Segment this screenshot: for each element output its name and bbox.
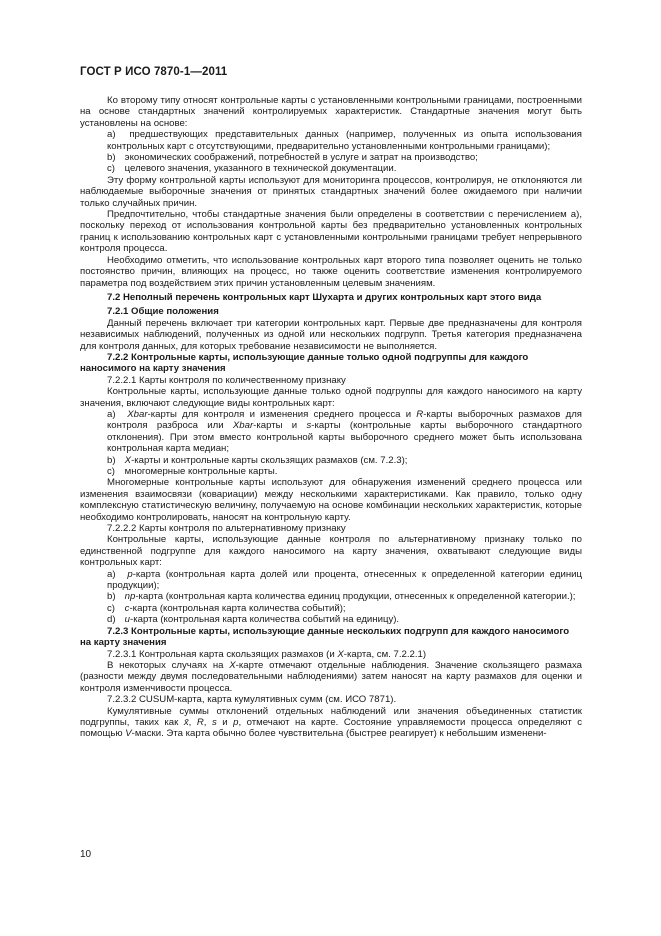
section-heading-7-2-3: 7.2.3 Контрольные карты, использующие данные нескольких подгрупп для каждого наносимого на карту значения <box>80 625 570 649</box>
symbol-r: R <box>416 408 424 420</box>
paragraph-moving-range: В некоторых случаях на X-карте отмечают отдельные наблюдения. Значение скользящего размаха (разности между двумя последовательными наблюдениями) затем наносят на карту размахов для оценки и контроля изменчивости процесса. <box>80 659 582 694</box>
list-text: предшествующих представительных данных (например, полученных из опыта использования контрольных карт с отсутствующими, предварительно установленными контрольными границами); <box>107 129 582 152</box>
list-label: а) <box>107 568 116 580</box>
symbol-x: X <box>124 454 132 466</box>
symbol-u: u <box>124 614 131 626</box>
symbol-r: R <box>196 716 204 728</box>
symbol-xbar: Xbar <box>127 408 148 420</box>
list-label: c) <box>107 466 115 477</box>
list-label: c) <box>107 602 115 614</box>
list-text: -карта (контрольная карта количества событий на единицу). <box>130 614 400 626</box>
list-item-xbar <box>80 409 582 455</box>
paragraph-second-type-intro: Ко второму типу относят контрольные карты с установленными контрольными границами, построенными на основе стандартных значений контролируемых характеристик. Стандартные значения могут быть установлены на основе: <box>80 95 582 129</box>
symbol-v: V <box>125 728 132 740</box>
list-label: b) <box>107 454 116 466</box>
section-heading-7-2-2: 7.2.2 Контрольные карты, использующие данные только одной подгруппы для каждого наносимого на карту значения <box>80 351 529 375</box>
list-text: -карты для контроля и изменения среднего процесса и <box>147 408 417 420</box>
list-text: экономических соображений, потребностей в услуге и затрат на производство; <box>124 152 478 164</box>
list-label: b) <box>107 152 116 164</box>
list-label: b) <box>107 591 116 603</box>
list-item-a <box>80 129 582 152</box>
paragraph-multivariate: Многомерные контрольные карты используют для обнаружения изменений среднего процесса или изменения взаимосвязи (ковариации) между несколькими характеристиками. Как правило, только одну комплексную статистическую величину, получаемую на основе комбинации нескольких характеристик, которые необходимо контролировать, наносят на контрольную карту. <box>80 477 582 523</box>
list-item-b <box>80 152 582 163</box>
symbol-c: c <box>124 602 130 614</box>
symbol-xbar: x̄ <box>183 716 189 728</box>
section-heading-7-2-3-2: 7.2.3.2 CUSUM-карта, карта кумулятивных сумм (см. ИСО 7871). <box>107 694 397 706</box>
section-heading-7-2: 7.2 Неполный перечень контрольных карт Шухарта и других контрольных карт этого вида <box>107 291 542 303</box>
list-text: -карта (контрольная карта количества событий); <box>129 602 346 614</box>
paragraph-single-subgroup: Контрольные карты, использующие данные только одной подгруппы для каждого наносимого на карту значения, включают следующие виды контрольных карт: <box>80 386 582 409</box>
list-text: -карты и <box>253 420 307 432</box>
list-item-p-chart <box>80 569 582 592</box>
paragraph-attribute: Контрольные карты, использующие данные контроля по альтернативному признаку только по единственной подгруппе для каждого наносимого на карту значения, охватывают следующие виды контрольных карт: <box>80 534 582 569</box>
list-text: целевого значения, указанного в технической документации. <box>124 163 397 175</box>
list-text: -карты (контрольные карты выборочного стандартного отклонения). При этом вместо контрольной карты выборочного среднего может быть использована контрольная карта медиан; <box>107 420 582 455</box>
symbol-p: p <box>127 568 133 580</box>
page-number: 10 <box>80 849 92 860</box>
paragraph-monitoring: Эту форму контрольной карты используют для мониторинга процессов, контролируя, не отклоняются ли наблюдаемые выборочные значения от принятых стандартных значений более ожидаемого при наличии только случайных причин. <box>80 174 582 209</box>
document-header: ГОСТ Р ИСО 7870-1—2011 <box>80 66 228 78</box>
paragraph-cusum: Кумулятивные суммы отклонений отдельных наблюдений или значения объединенных статистик подгруппы, таких как x̄, R, s и p, отмечают на карте. Состояние управляемости процесса определяют с помощью V-маски. Эта карта обычно более чувствительна (быстрее реагирует) к небольшим изменени- <box>80 705 582 740</box>
symbol-s: s <box>211 716 217 728</box>
list-item-x-chart <box>80 455 582 466</box>
list-text: -карты и контрольные карты скользящих размахов (см. 7.2.3); <box>131 454 408 466</box>
list-text: -карты выборочных размахов для контроля разброса или <box>107 408 582 432</box>
list-label: c) <box>107 163 115 175</box>
list-label: а) <box>107 129 116 141</box>
list-label: d) <box>107 614 116 626</box>
paragraph-categories: Данный перечень включает три категории контрольных карт. Первые две предназначены для контроля независимых наблюдений, полученных из одной или нескольких подгрупп. Третья категория предназначена для контроля данных, для которых требование независимости не выполняется. <box>80 317 582 352</box>
list-text: -карта (контрольная карта долей или процента, отнесенных к определенной категории единиц продукции); <box>107 568 582 592</box>
symbol-s: s <box>306 420 312 432</box>
symbol-np: np <box>124 591 136 603</box>
section-heading-7-2-2-2: 7.2.2.2 Карты контроля по альтернативному признаку <box>107 523 346 535</box>
list-item-u-chart <box>80 614 582 625</box>
symbol-xbar: Xbar <box>232 420 254 432</box>
paragraph-preferably: Предпочтительно, чтобы стандартные значения были определены в соответствии с перечислением а), поскольку переход от использования контрольной карты без предварительно установленных контрольных границ к использованию контрольных карт с установленными контрольными границами требует непрерывного контроля процесса. <box>80 209 582 255</box>
section-heading-7-2-1: 7.2.1 Общие положения <box>107 306 219 318</box>
section-heading-7-2-2-1: 7.2.2.1 Карты контроля по количественному признаку <box>107 374 346 386</box>
symbol-p: p <box>233 716 239 728</box>
symbol-x: X <box>229 659 236 671</box>
document-body <box>80 95 582 740</box>
list-item-c-chart <box>80 603 582 614</box>
list-item-multivariate <box>80 466 582 477</box>
list-item-c <box>80 163 582 174</box>
paragraph-note: Необходимо отметить, что использование контрольных карт второго типа позволяет оценить не только постоянство причин, влияющих на процесс, но также оценить соответствие изменения контролируемого параметра под воздействием этих причин установленным целевым значениям. <box>80 254 582 289</box>
list-label: а) <box>107 408 116 420</box>
list-item-np-chart <box>80 591 582 602</box>
section-heading-7-2-3-1: 7.2.3.1 Контрольная карта скользящих размахов (и X-карта, см. 7.2.2.1) <box>107 648 427 660</box>
list-text: многомерные контрольные карты. <box>124 466 278 477</box>
list-text: -карта (контрольная карта количества единиц продукции, отнесенных к определенной категории.); <box>135 591 576 603</box>
symbol-x: X <box>337 648 344 660</box>
